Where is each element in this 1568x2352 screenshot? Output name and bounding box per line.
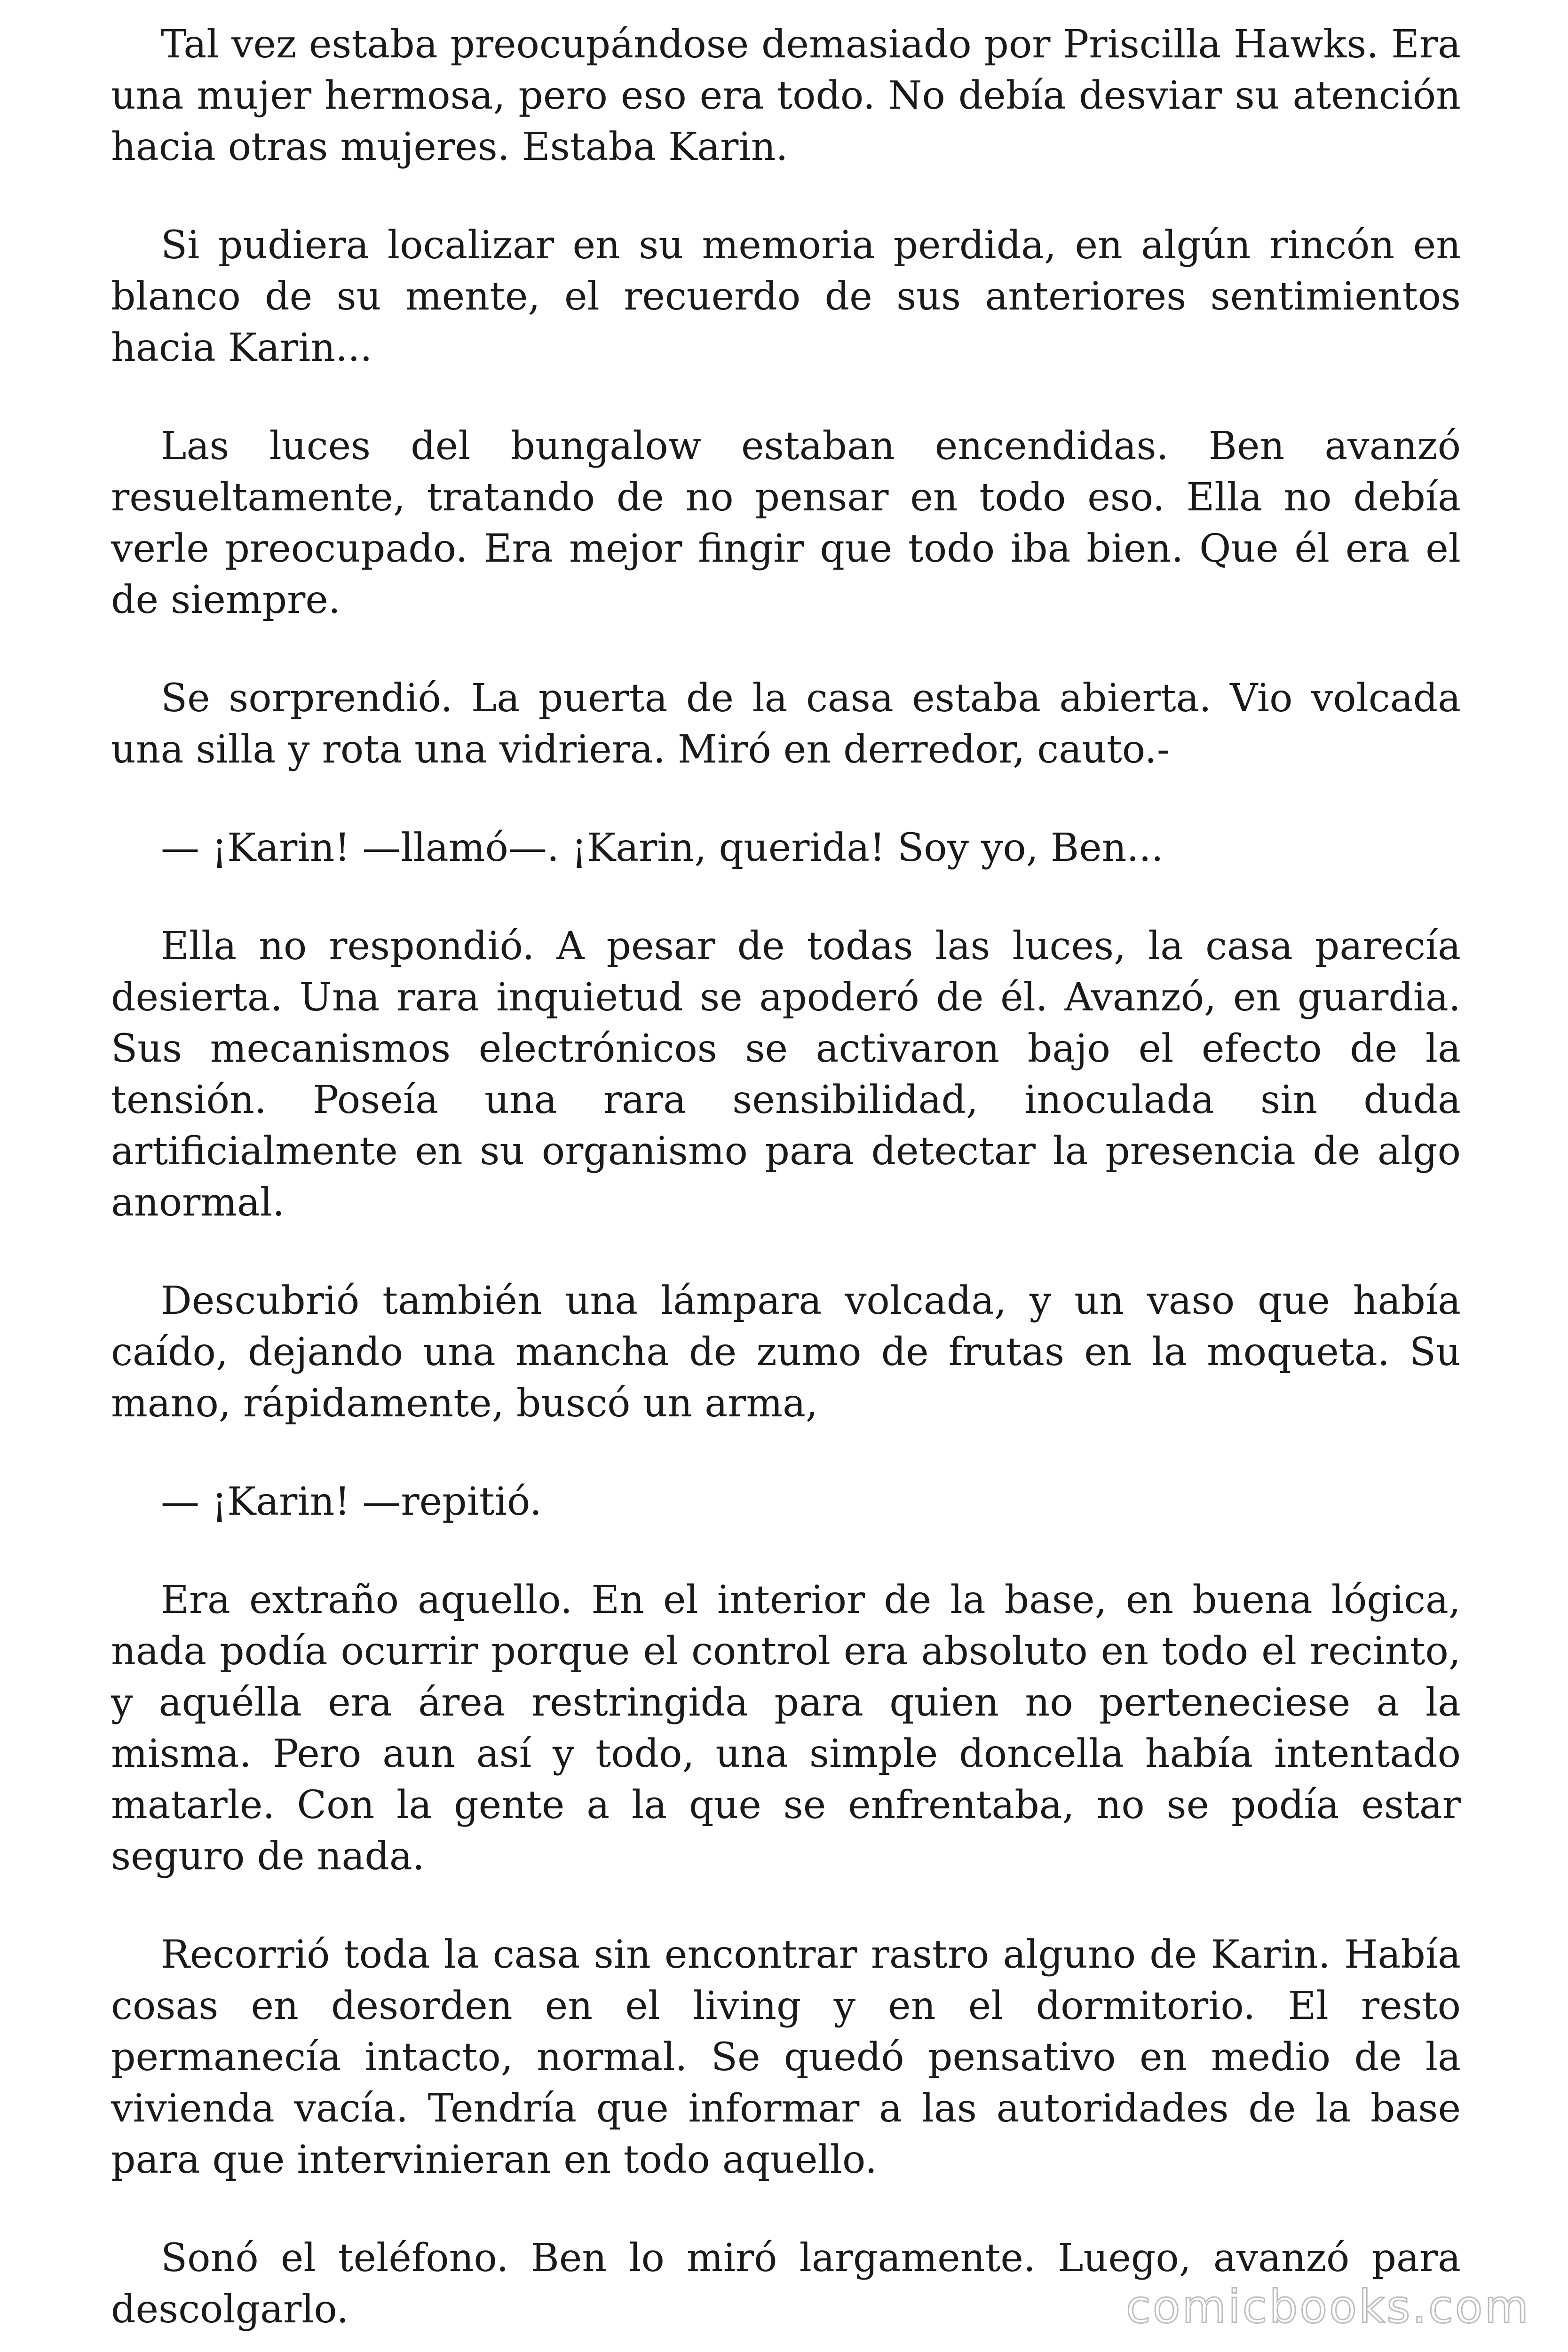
paragraph: Las luces del bungalow estaban encendidas. Ben avanzó resueltamente, tratando de no pensar en todo eso. Ella no debía verle preocupado. Era mejor fingir que todo iba bien. Que él era el de siempre. — [111, 424, 1461, 622]
paragraph: Si pudiera localizar en su memoria perdida, en algún rincón en blanco de su mente, el recuerdo de sus anteriores sentimientos hacia Karin... — [111, 223, 1461, 370]
dialogue-line: — ¡Karin! —llamó—. ¡Karin, querida! Soy yo, Ben... — [161, 826, 1164, 870]
paragraph: Tal vez estaba preocupándose demasiado por Priscilla Hawks. Era una mujer hermosa, pero eso era todo. No debía desviar su atención hacia otras mujeres. Estaba Karin. — [111, 22, 1461, 169]
paragraph: Recorrió toda la casa sin encontrar rastro alguno de Karin. Había cosas en desorden en el living y en el dormitorio. El resto permanecía intacto, normal. Se quedó pensativo en medio de la vivienda vacía. Tendría que informar a las autoridades de la base para que intervinieran en todo aquello. — [111, 1932, 1461, 2182]
paragraph: Se sorprendió. La puerta de la casa estaba abierta. Vio volcada una silla y rota una vidriera. Miró en derredor, cauto.- — [111, 676, 1461, 772]
paragraph: Ella no respondió. A pesar de todas las luces, la casa parecía desierta. Una rara inquietud se apoderó de él. Avanzó, en guardia. Sus mecanismos electrónicos se activaron bajo el efecto de la tensión. Poseía una rara sensibilidad, inoculada sin duda artificialmente en su organismo para detectar la presencia de algo anormal. — [111, 924, 1461, 1225]
dialogue-line: — ¡Karin! —repitió. — [161, 1479, 542, 1524]
watermark-logo: comicbooks.com — [1125, 2280, 1530, 2333]
paragraph: Descubrió también una lámpara volcada, y un vaso que había caído, dejando una mancha de zumo de frutas en la moqueta. Su mano, rápidamente, buscó un arma, — [111, 1279, 1461, 1426]
paragraph: Era extraño aquello. En el interior de la base, en buena lógica, nada podía ocurrir porque el control era absoluto en todo el recinto, y aquélla era área restringida para quien no perteneciese a la misma. Pero aun así y todo, una simple doncella había intentado matarle. Con la gente a la que se enfrentaba, no se podía estar seguro de nada. — [111, 1578, 1461, 1879]
paragraph: Sonó el teléfono. Ben lo miró largamente. Luego, avanzó para descolgarlo. — [111, 2236, 1461, 2332]
document-page — [111, 19, 1461, 2352]
